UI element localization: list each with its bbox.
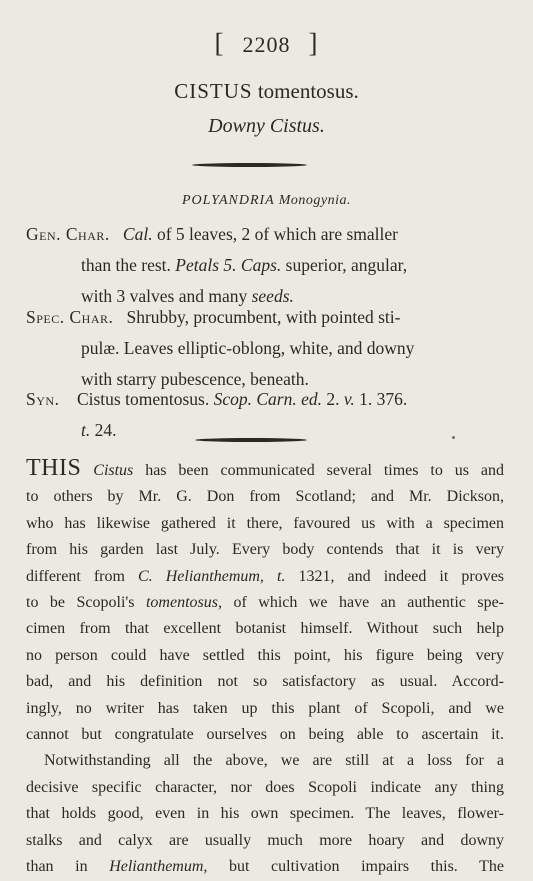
species-title: [0, 79, 533, 104]
body-text: Notwithstanding all the above, we are still at a loss for a: [44, 752, 504, 770]
page-number: [0, 28, 533, 59]
left-bracket: [: [214, 28, 225, 58]
body-text: tomentosus,: [145, 594, 222, 612]
body-text: than in: [26, 858, 110, 876]
drop-cap-word: THIS: [26, 455, 82, 481]
body-text: different from: [26, 567, 138, 585]
gen-char-text: of 5 leaves, 2 of which are smaller: [152, 224, 398, 244]
generic-character: [26, 219, 506, 312]
body-line: [26, 748, 504, 774]
body-line: [26, 775, 504, 801]
body-line: [26, 696, 504, 722]
common-name: Downy Cistus.: [208, 115, 325, 137]
spec-char-text: with starry pubescence, beneath.: [81, 369, 309, 389]
body-text: decisive specific character, nor does Scopoli indicate any thing: [26, 778, 504, 796]
species-name: tomentosus.: [257, 79, 359, 103]
syn-text: Scop. Carn. ed.: [213, 389, 322, 409]
order-name: Monogynia.: [278, 193, 351, 208]
syn-text: Cistus tomentosus.: [76, 389, 214, 409]
body-line: [26, 801, 504, 827]
body-text: but cultivation impairs this. The: [207, 858, 504, 876]
synonymy: [26, 384, 506, 446]
body-text: no person could have settled this point, his figure being very: [26, 646, 504, 664]
body-text: C. Helianthemum,: [138, 567, 264, 585]
body-text: cannot but congratulate ourselves on being able to ascertain it.: [26, 726, 504, 744]
body-text: to be Scopoli's: [26, 594, 146, 612]
syn-text: 24.: [90, 420, 117, 440]
syn-text: t.: [81, 420, 91, 440]
description-body: [26, 455, 504, 881]
body-line: [26, 669, 504, 695]
body-text: to others by Mr. G. Don from Scotland; and Mr. Dickson,: [26, 488, 504, 506]
body-text: stalks and calyx are usually much more hoary and downy: [26, 831, 504, 849]
body-line: [26, 564, 504, 590]
body-text: of which we have an authentic spe-: [221, 594, 505, 612]
body-text: from his garden last July. Every body contends that it is very: [26, 541, 504, 559]
genus-name: CISTUS: [174, 79, 253, 103]
body-line: [26, 455, 504, 484]
specific-character: [26, 302, 506, 395]
spec-char-label: Spec. Char.: [26, 307, 114, 327]
ornamental-rule-bottom: [195, 438, 307, 442]
spec-char-text: Shrubby, procumbent, with pointed sti-: [126, 307, 401, 327]
gen-char-text: superior, angular,: [281, 255, 408, 275]
syn-text: v.: [343, 389, 355, 409]
body-line: [26, 537, 504, 563]
body-line: [26, 484, 504, 510]
body-line: [26, 590, 504, 616]
linnaean-classification: [0, 193, 533, 209]
gen-char-text: Cal.: [122, 224, 153, 244]
body-text: t.: [277, 567, 286, 585]
right-bracket: ]: [308, 28, 319, 58]
syn-label: Syn.: [26, 389, 60, 409]
body-line: [26, 643, 504, 669]
ornamental-rule-top: [192, 163, 307, 167]
body-text: Cistus: [93, 462, 134, 479]
syn-text: 1. 376.: [354, 389, 408, 409]
body-line: [26, 616, 504, 642]
body-text: cimen from that excellent botanist himself. Without such help: [26, 620, 504, 638]
body-line: [26, 722, 504, 748]
gen-char-text: seeds.: [251, 286, 294, 306]
body-text: has been communicated several times to us and: [133, 462, 505, 479]
syn-text: 2.: [321, 389, 344, 409]
body-line: [26, 854, 504, 880]
body-text: [264, 568, 277, 585]
class-name: POLYANDRIA: [181, 193, 275, 208]
gen-char-text: Petals 5.: [175, 255, 237, 275]
body-line: [26, 511, 504, 537]
gen-char-label: Gen. Char.: [26, 224, 110, 244]
body-text: 1321, and indeed it proves: [285, 567, 505, 585]
gen-char-text: with 3 valves and many: [81, 286, 252, 306]
spec-char-text: pulæ. Leaves elliptic-oblong, white, and downy: [81, 338, 415, 358]
body-text: who has likewise gathered it there, favoured us with a specimen: [26, 514, 504, 532]
body-text: ingly, no writer has taken up this plant of Scopoli, and we: [26, 699, 504, 717]
page-number-value: 2208: [242, 32, 291, 57]
gen-char-text: than the rest.: [81, 255, 176, 275]
gen-char-text: Caps.: [240, 255, 282, 275]
body-text: Helianthemum,: [109, 858, 208, 876]
body-text: bad, and his definition not so satisfactory as usual. Accord-: [26, 673, 504, 691]
body-text: [81, 462, 93, 479]
body-text: that holds good, even in his own specimen. The leaves, flower-: [26, 805, 504, 823]
paper-speck: [452, 436, 455, 439]
